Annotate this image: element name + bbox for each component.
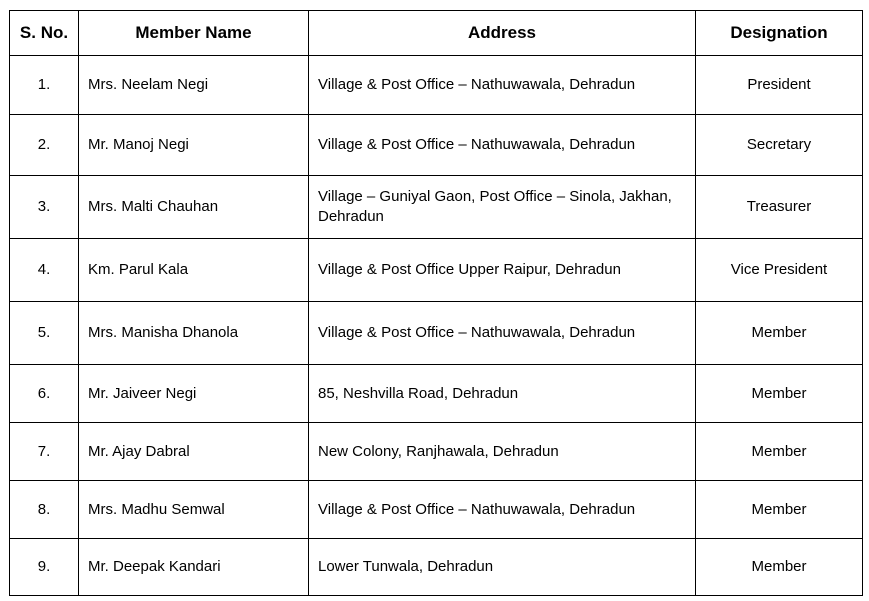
cell-member-name: Mr. Ajay Dabral: [79, 423, 309, 481]
header-designation: Designation: [696, 11, 863, 56]
cell-address: Village & Post Office – Nathuwawala, Dehradun: [309, 115, 696, 176]
cell-designation: Vice President: [696, 239, 863, 302]
header-member-name: Member Name: [79, 11, 309, 56]
header-sno: S. No.: [10, 11, 79, 56]
cell-member-name: Mrs. Manisha Dhanola: [79, 302, 309, 365]
cell-sno: 3.: [10, 176, 79, 239]
cell-sno: 5.: [10, 302, 79, 365]
cell-designation: President: [696, 56, 863, 115]
cell-member-name: Mrs. Madhu Semwal: [79, 481, 309, 539]
cell-sno: 8.: [10, 481, 79, 539]
members-table: [9, 10, 863, 596]
cell-address: Village & Post Office – Nathuwawala, Dehradun: [309, 481, 696, 539]
cell-address: Village & Post Office – Nathuwawala, Dehradun: [309, 56, 696, 115]
cell-address: Lower Tunwala, Dehradun: [309, 539, 696, 596]
cell-designation: Member: [696, 423, 863, 481]
cell-member-name: Mr. Deepak Kandari: [79, 539, 309, 596]
cell-address: 85, Neshvilla Road, Dehradun: [309, 365, 696, 423]
cell-sno: 2.: [10, 115, 79, 176]
table-row: [10, 539, 863, 596]
table-row: [10, 56, 863, 115]
cell-member-name: Mrs. Malti Chauhan: [79, 176, 309, 239]
cell-designation: Member: [696, 302, 863, 365]
cell-sno: 9.: [10, 539, 79, 596]
table-row: [10, 481, 863, 539]
cell-sno: 7.: [10, 423, 79, 481]
header-row: [10, 11, 863, 56]
table-body: [10, 56, 863, 596]
cell-address: Village & Post Office – Nathuwawala, Dehradun: [309, 302, 696, 365]
table-row: [10, 176, 863, 239]
cell-designation: Secretary: [696, 115, 863, 176]
cell-designation: Treasurer: [696, 176, 863, 239]
table-row: [10, 365, 863, 423]
header-address: Address: [309, 11, 696, 56]
cell-member-name: Mr. Manoj Negi: [79, 115, 309, 176]
cell-designation: Member: [696, 365, 863, 423]
cell-designation: Member: [696, 539, 863, 596]
cell-sno: 4.: [10, 239, 79, 302]
cell-member-name: Mr. Jaiveer Negi: [79, 365, 309, 423]
cell-address: New Colony, Ranjhawala, Dehradun: [309, 423, 696, 481]
cell-address: Village & Post Office Upper Raipur, Dehradun: [309, 239, 696, 302]
table-row: [10, 423, 863, 481]
table-header: [10, 11, 863, 56]
table-row: [10, 239, 863, 302]
table-row: [10, 302, 863, 365]
cell-designation: Member: [696, 481, 863, 539]
cell-sno: 1.: [10, 56, 79, 115]
cell-address: Village – Guniyal Gaon, Post Office – Sinola, Jakhan, Dehradun: [309, 176, 696, 239]
table-row: [10, 115, 863, 176]
cell-member-name: Km. Parul Kala: [79, 239, 309, 302]
cell-sno: 6.: [10, 365, 79, 423]
cell-member-name: Mrs. Neelam Negi: [79, 56, 309, 115]
